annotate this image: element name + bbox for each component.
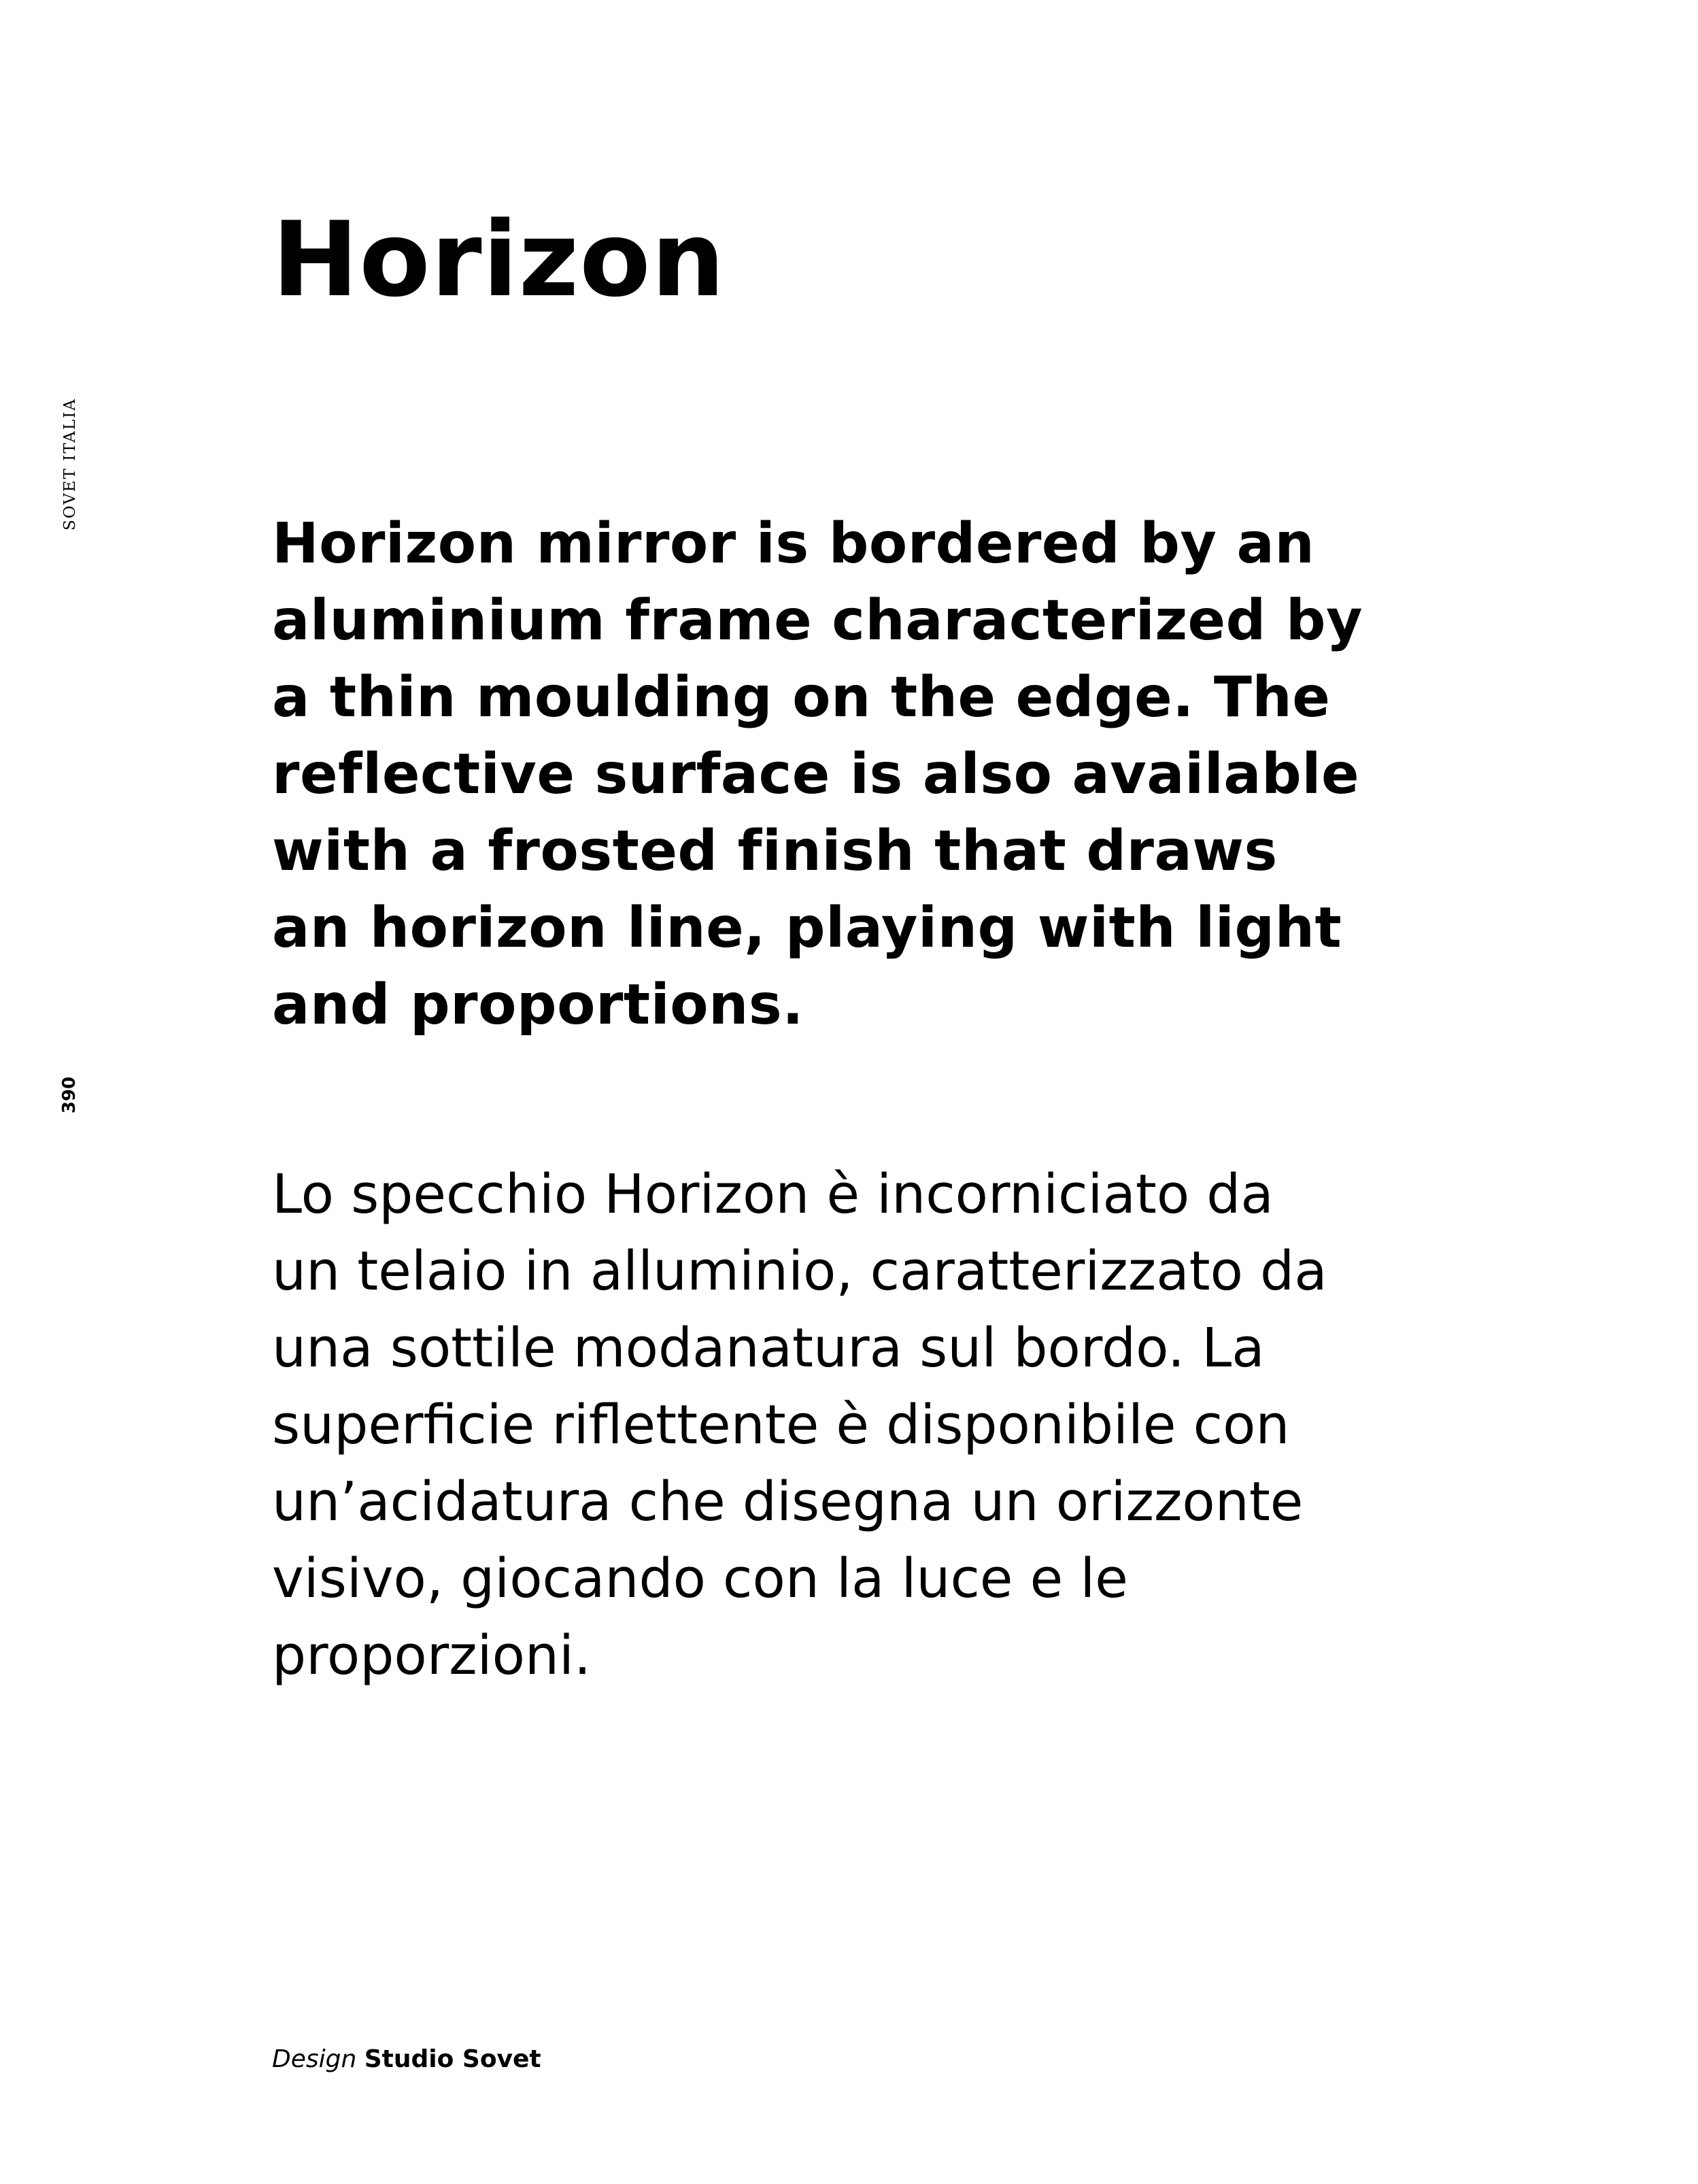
page-title: Horizon	[272, 199, 726, 320]
brand-vertical-label: SOVET ITALIA	[61, 398, 79, 531]
italian-description-line: un’acidatura che disegna un orizzonte	[272, 1471, 1304, 1533]
italian-description-line: Lo specchio Horizon è incorniciato da	[272, 1163, 1274, 1226]
italian-description-line: proporzioni.	[272, 1624, 592, 1687]
italian-description	[272, 1156, 1455, 1694]
italian-description-line: una sottile modanatura sul bordo. La	[272, 1317, 1265, 1379]
english-description	[272, 505, 1455, 1043]
english-description-line: an horizon line, playing with light	[272, 896, 1342, 960]
english-description-line: with a frosted finish that draws	[272, 819, 1278, 884]
english-description-line: Horizon mirror is bordered by an	[272, 511, 1315, 576]
english-description-line: a thin moulding on the edge. The	[272, 665, 1331, 730]
design-credit-label: Design	[272, 2045, 357, 2073]
english-description-line: aluminium frame characterized by	[272, 588, 1363, 653]
design-credit	[272, 2045, 541, 2074]
design-credit-name: Studio Sovet	[364, 2045, 541, 2073]
english-description-line: and proportions.	[272, 973, 804, 1037]
page-number: 390	[59, 1076, 80, 1114]
italian-description-line: superficie riflettente è disponibile con	[272, 1394, 1290, 1456]
italian-description-line: un telaio in alluminio, caratterizzato da	[272, 1240, 1327, 1303]
italian-description-line: visivo, giocando con la luce e le	[272, 1547, 1128, 1610]
english-description-line: reflective surface is also available	[272, 742, 1360, 807]
